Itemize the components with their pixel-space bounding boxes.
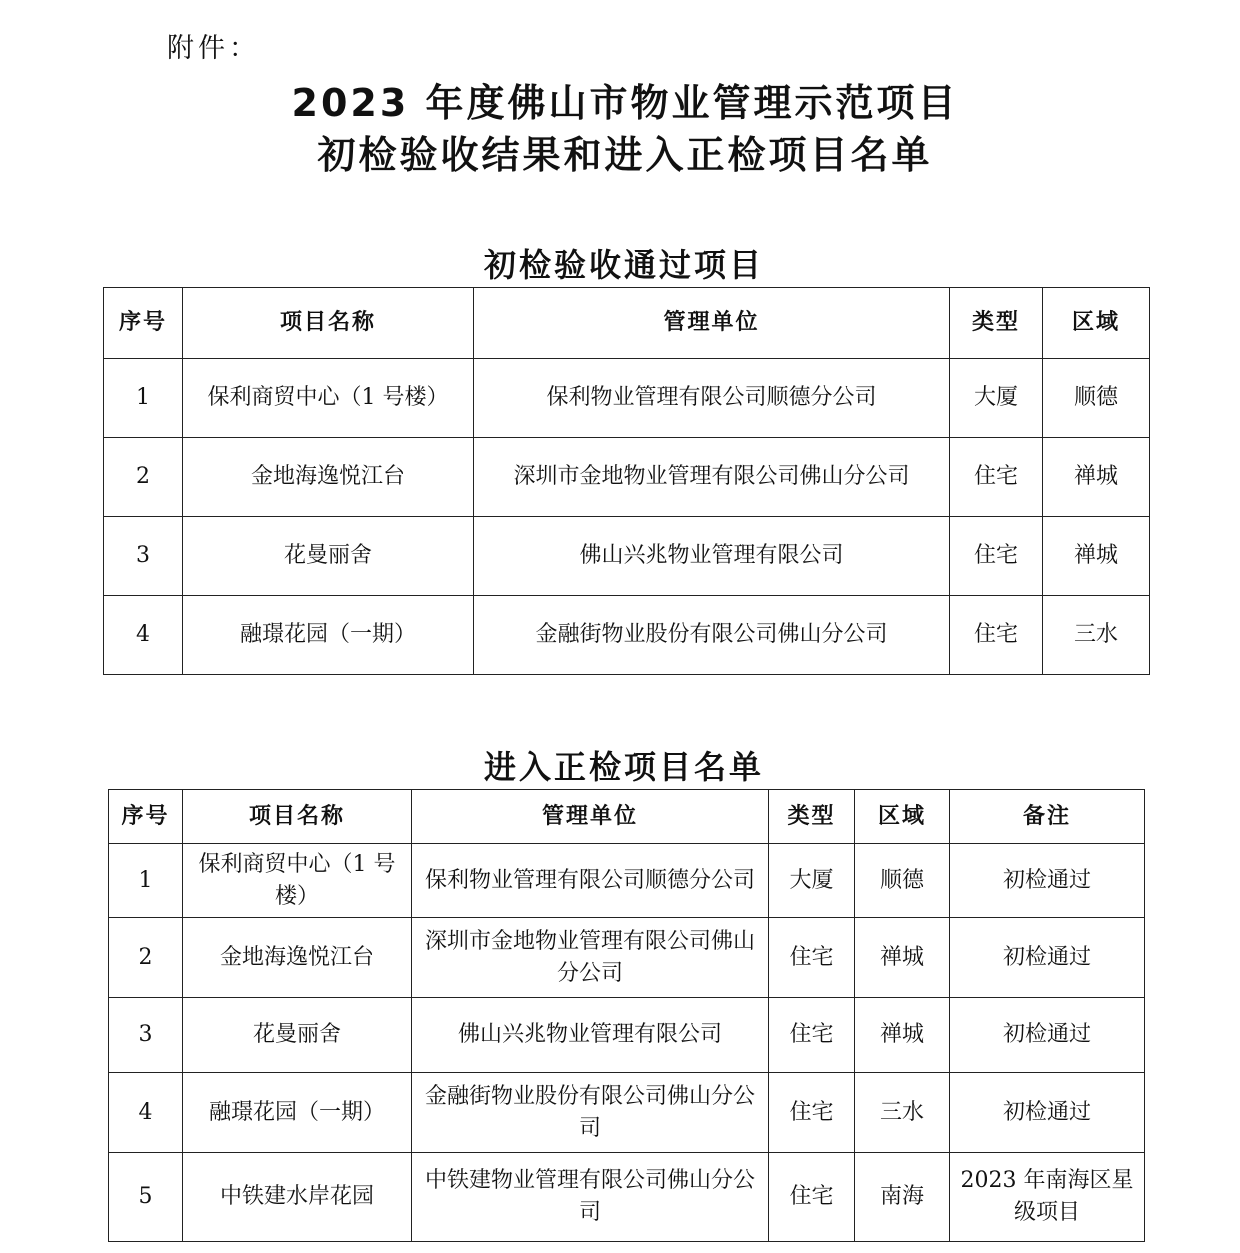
header-no: 序号	[104, 288, 183, 359]
cell-name: 保利商贸中心（1 号楼）	[183, 844, 412, 918]
cell-area: 三水	[1043, 596, 1150, 675]
cell-area: 禅城	[1043, 438, 1150, 517]
cell-company: 佛山兴兆物业管理有限公司	[474, 517, 950, 596]
table1-title: 初检验收通过项目	[483, 246, 764, 284]
cell-company: 深圳市金地物业管理有限公司佛山分公司	[412, 918, 769, 998]
cell-name: 花曼丽舍	[183, 998, 412, 1073]
cell-name: 金地海逸悦江台	[183, 918, 412, 998]
header-project-name: 项目名称	[183, 790, 412, 844]
table-row	[104, 359, 1150, 438]
initial-inspection-passed-table	[103, 287, 1150, 675]
cell-no: 5	[109, 1153, 183, 1242]
table-row	[109, 844, 1145, 918]
cell-type: 住宅	[950, 517, 1043, 596]
cell-remark: 初检通过	[950, 918, 1145, 998]
cell-no: 4	[109, 1073, 183, 1153]
table-row	[109, 918, 1145, 998]
cell-remark: 初检通过	[950, 844, 1145, 918]
cell-remark: 初检通过	[950, 1073, 1145, 1153]
cell-no: 1	[104, 359, 183, 438]
cell-name: 金地海逸悦江台	[183, 438, 474, 517]
cell-name: 花曼丽舍	[183, 517, 474, 596]
cell-type: 住宅	[769, 918, 855, 998]
cell-no: 2	[109, 918, 183, 998]
cell-area: 禅城	[855, 998, 950, 1073]
cell-no: 1	[109, 844, 183, 918]
cell-area: 三水	[855, 1073, 950, 1153]
cell-remark: 初检通过	[950, 998, 1145, 1073]
header-company: 管理单位	[474, 288, 950, 359]
header-no: 序号	[109, 790, 183, 844]
table-row	[104, 596, 1150, 675]
table-row	[104, 438, 1150, 517]
table-row	[104, 517, 1150, 596]
cell-company: 中铁建物业管理有限公司佛山分公司	[412, 1153, 769, 1242]
cell-area: 禅城	[1043, 517, 1150, 596]
cell-area: 禅城	[855, 918, 950, 998]
header-type: 类型	[769, 790, 855, 844]
cell-no: 4	[104, 596, 183, 675]
header-remark: 备注	[950, 790, 1145, 844]
header-area: 区域	[1043, 288, 1150, 359]
table-row	[109, 998, 1145, 1073]
table2-title: 进入正检项目名单	[483, 748, 764, 786]
cell-no: 3	[109, 998, 183, 1073]
cell-no: 2	[104, 438, 183, 517]
cell-area: 顺德	[1043, 359, 1150, 438]
document-title-line1: 2023 年度佛山市物业管理示范项目	[291, 81, 959, 125]
cell-company: 佛山兴兆物业管理有限公司	[412, 998, 769, 1073]
header-company: 管理单位	[412, 790, 769, 844]
cell-company: 金融街物业股份有限公司佛山分公司	[474, 596, 950, 675]
cell-type: 住宅	[769, 1153, 855, 1242]
cell-company: 深圳市金地物业管理有限公司佛山分公司	[474, 438, 950, 517]
table-row	[109, 1073, 1145, 1153]
cell-type: 大厦	[769, 844, 855, 918]
header-project-name: 项目名称	[183, 288, 474, 359]
table-header-row	[109, 790, 1145, 844]
cell-no: 3	[104, 517, 183, 596]
header-type: 类型	[950, 288, 1043, 359]
cell-type: 住宅	[950, 438, 1043, 517]
header-area: 区域	[855, 790, 950, 844]
cell-remark: 2023 年南海区星级项目	[950, 1153, 1145, 1242]
table-row	[109, 1153, 1145, 1242]
cell-company: 金融街物业股份有限公司佛山分公司	[412, 1073, 769, 1153]
formal-inspection-list-table	[108, 789, 1145, 1242]
cell-type: 住宅	[769, 998, 855, 1073]
cell-company: 保利物业管理有限公司顺德分公司	[474, 359, 950, 438]
table-header-row	[104, 288, 1150, 359]
cell-type: 住宅	[950, 596, 1043, 675]
cell-name: 中铁建水岸花园	[183, 1153, 412, 1242]
cell-area: 南海	[855, 1153, 950, 1242]
cell-area: 顺德	[855, 844, 950, 918]
cell-company: 保利物业管理有限公司顺德分公司	[412, 844, 769, 918]
cell-name: 融璟花园（一期）	[183, 1073, 412, 1153]
cell-name: 保利商贸中心（1 号楼）	[183, 359, 474, 438]
cell-type: 大厦	[950, 359, 1043, 438]
attachment-label: 附件：	[167, 33, 260, 64]
document-title-line2: 初检验收结果和进入正检项目名单	[317, 133, 933, 177]
cell-type: 住宅	[769, 1073, 855, 1153]
cell-name: 融璟花园（一期）	[183, 596, 474, 675]
